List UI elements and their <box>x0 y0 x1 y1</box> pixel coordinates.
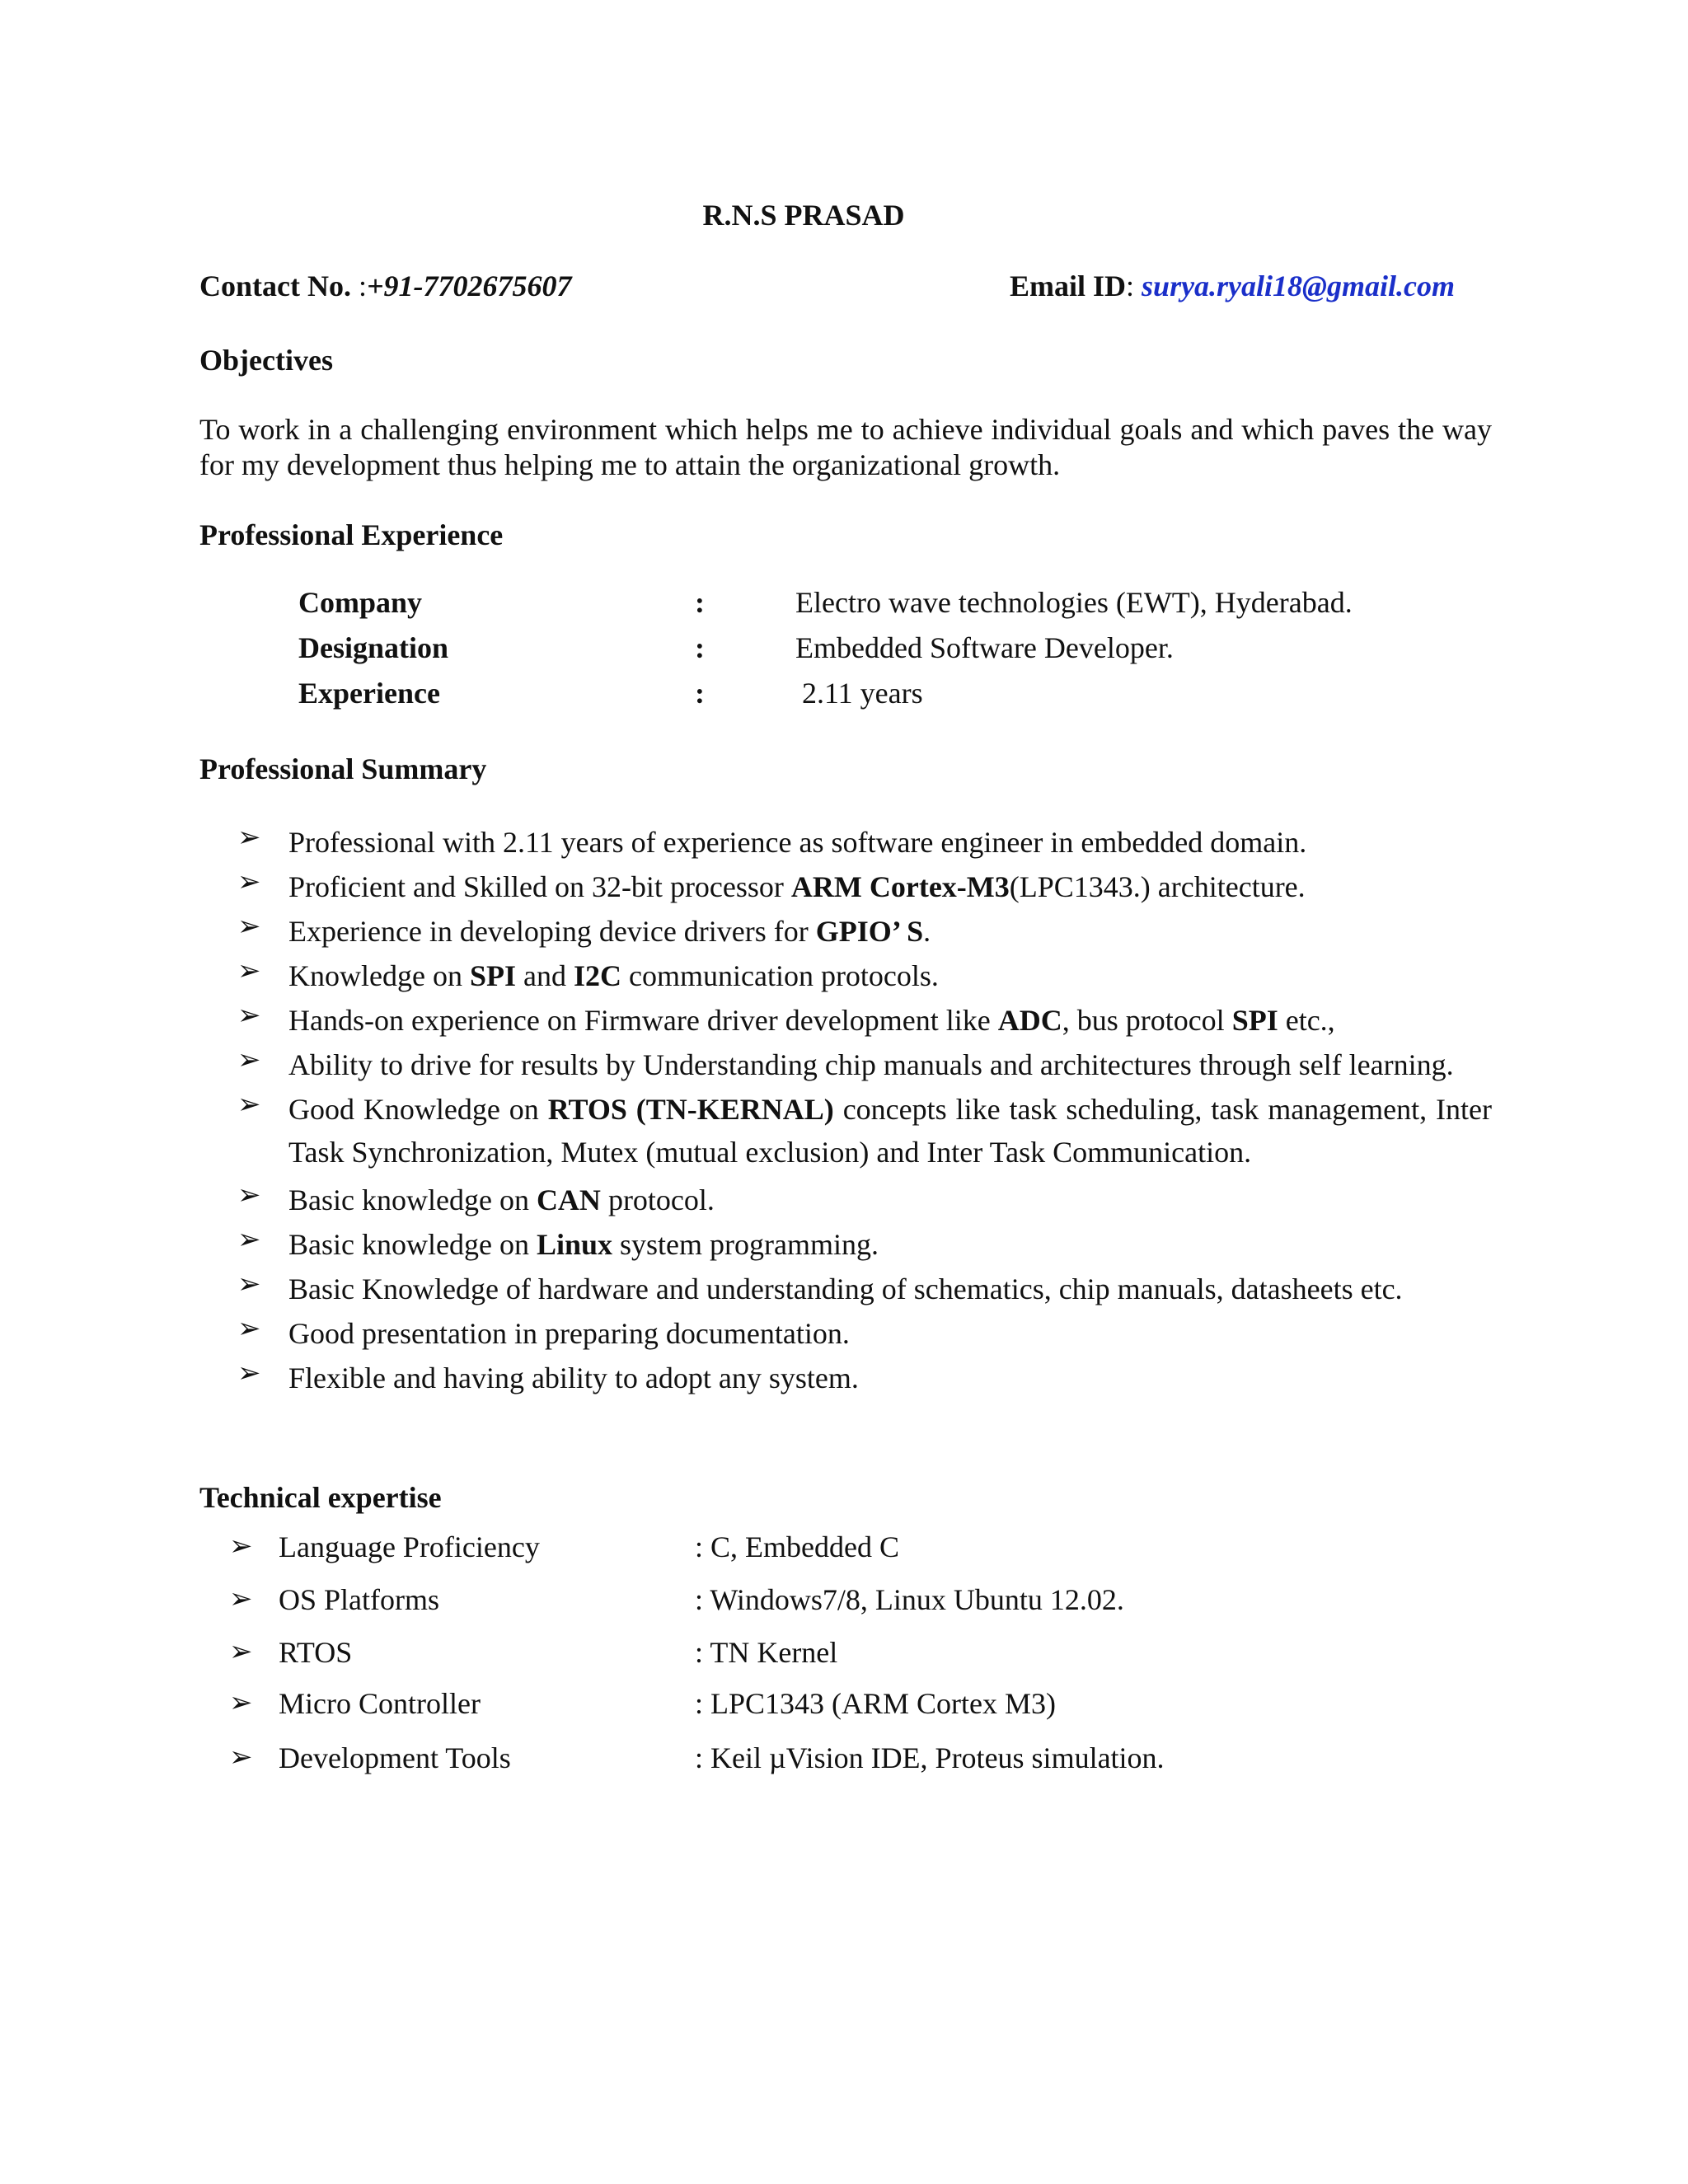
technical-row <box>0 1582 1688 1629</box>
experience-separator: : <box>695 677 705 710</box>
experience-heading: Professional Experience <box>199 518 504 551</box>
summary-item-fragment: protocol. <box>600 1183 715 1216</box>
summary-item-fragment: system programming. <box>612 1228 879 1261</box>
summary-item-text <box>288 999 1492 1042</box>
summary-item-text <box>288 1268 1492 1310</box>
summary-item-text <box>288 865 1492 908</box>
arrow-bullet-icon: ➢ <box>229 1741 253 1774</box>
summary-item-fragment: Professional with 2.11 years of experience as software engineer in embedded domain. <box>288 826 1307 859</box>
summary-item-text <box>288 1223 1492 1266</box>
summary-item-text <box>288 1088 1492 1174</box>
email-label: Email ID <box>1010 269 1127 302</box>
experience-row-designation <box>0 630 1688 673</box>
summary-item-fragment: (LPC1343.) architecture. <box>1009 870 1306 903</box>
summary-item-keyword: I2C <box>573 959 621 992</box>
arrow-bullet-icon: ➢ <box>237 1088 261 1121</box>
arrow-bullet-icon: ➢ <box>229 1635 253 1668</box>
technical-row <box>0 1635 1688 1681</box>
summary-item-text <box>288 954 1492 997</box>
arrow-bullet-icon: ➢ <box>237 999 261 1032</box>
arrow-bullet-icon: ➢ <box>237 954 261 987</box>
summary-item-fragment: Knowledge on <box>288 959 470 992</box>
summary-item-keyword: ADC <box>997 1004 1062 1037</box>
summary-item-fragment: Ability to drive for results by Understanding chip manuals and architectures through self learning. <box>288 1048 1454 1081</box>
technical-row <box>0 1686 1688 1732</box>
technical-key: Micro Controller <box>279 1687 481 1720</box>
arrow-bullet-icon: ➢ <box>237 1312 261 1345</box>
summary-item-keyword: GPIO’ S <box>815 915 924 948</box>
arrow-bullet-icon: ➢ <box>237 1179 261 1212</box>
arrow-bullet-icon: ➢ <box>237 1043 261 1076</box>
summary-item-fragment: communication protocols. <box>621 959 939 992</box>
summary-item-fragment: and <box>516 959 574 992</box>
technical-value: : TN Kernel <box>695 1636 838 1669</box>
technical-value: : C, Embedded C <box>695 1530 899 1563</box>
contact-line <box>199 269 572 303</box>
technical-value: : LPC1343 (ARM Cortex M3) <box>695 1687 1057 1720</box>
summary-item-keyword: CAN <box>536 1183 601 1216</box>
experience-value: Electro wave technologies (EWT), Hyderabad. <box>795 586 1353 619</box>
technical-key: Language Proficiency <box>279 1530 540 1563</box>
summary-item-keyword: RTOS (TN-KERNAL) <box>547 1093 834 1126</box>
arrow-bullet-icon: ➢ <box>237 1268 261 1301</box>
summary-item-fragment: Proficient and Skilled on 32-bit processor <box>288 870 791 903</box>
experience-key: Designation <box>298 631 449 664</box>
summary-item-text <box>288 1312 1492 1355</box>
experience-row-duration <box>0 676 1688 719</box>
technical-row <box>0 1530 1688 1576</box>
summary-item-fragment: Experience in developing device drivers for <box>288 915 816 948</box>
experience-value: 2.11 years <box>802 677 923 710</box>
summary-item-fragment: Hands-on experience on Firmware driver development like <box>288 1004 998 1037</box>
summary-item-fragment: Basic knowledge on <box>288 1183 537 1216</box>
arrow-bullet-icon: ➢ <box>237 910 261 943</box>
experience-separator: : <box>695 586 705 619</box>
summary-heading: Professional Summary <box>199 752 487 785</box>
experience-key: Company <box>298 586 423 619</box>
technical-value: : Keil µVision IDE, Proteus simulation. <box>695 1741 1165 1774</box>
email-separator: : <box>1126 269 1135 302</box>
email-line <box>1010 269 1455 303</box>
arrow-bullet-icon: ➢ <box>237 1357 261 1390</box>
technical-key: RTOS <box>279 1636 353 1669</box>
objectives-heading: Objectives <box>199 344 333 377</box>
summary-item-fragment: Good presentation in preparing documentation. <box>288 1317 850 1350</box>
summary-item-text <box>288 1179 1492 1221</box>
summary-item-fragment: Basic Knowledge of hardware and understanding of schematics, chip manuals, datasheets etc. <box>288 1272 1403 1305</box>
summary-item-fragment: Basic knowledge on <box>288 1228 537 1261</box>
contact-separator: : <box>350 269 367 302</box>
summary-item-fragment: etc., <box>1278 1004 1335 1037</box>
summary-item-keyword: SPI <box>1231 1004 1278 1037</box>
summary-item-fragment: , bus protocol <box>1062 1004 1232 1037</box>
technical-value: : Windows7/8, Linux Ubuntu 12.02. <box>695 1583 1124 1616</box>
technical-heading: Technical expertise <box>199 1481 442 1514</box>
summary-item-fragment: . <box>923 915 931 948</box>
arrow-bullet-icon: ➢ <box>229 1686 253 1719</box>
summary-item-text <box>288 910 1492 953</box>
experience-key: Experience <box>298 677 440 710</box>
experience-row-company <box>0 585 1688 628</box>
arrow-bullet-icon: ➢ <box>229 1530 253 1563</box>
summary-item-keyword: SPI <box>469 959 516 992</box>
summary-item-keyword: Linux <box>536 1228 612 1261</box>
technical-row <box>0 1741 1688 1787</box>
technical-key: Development Tools <box>279 1741 511 1774</box>
technical-key: OS Platforms <box>279 1583 440 1616</box>
arrow-bullet-icon: ➢ <box>237 821 261 854</box>
contact-number: +91-7702675607 <box>367 269 572 302</box>
arrow-bullet-icon: ➢ <box>237 865 261 898</box>
summary-item-text <box>288 1357 1492 1399</box>
summary-item-fragment: concepts like task scheduling, task management, Inter Task Synchronization, Mutex (mutual exclusion) and Inter Task Communication. <box>288 1093 1493 1169</box>
arrow-bullet-icon: ➢ <box>229 1582 253 1615</box>
summary-item-fragment: Good Knowledge on <box>288 1093 548 1126</box>
summary-item-fragment: Flexible and having ability to adopt any system. <box>288 1361 859 1394</box>
email-address-link[interactable]: surya.ryali18@gmail.com <box>1142 269 1455 302</box>
summary-item-text <box>288 821 1492 864</box>
experience-value: Embedded Software Developer. <box>795 631 1174 664</box>
contact-label: Contact No. <box>199 269 351 302</box>
arrow-bullet-icon: ➢ <box>237 1223 261 1256</box>
summary-item-text <box>288 1043 1492 1086</box>
objectives-text: To work in a challenging environment which helps me to achieve individual goals and which paves the way for my development thus helping me to attain the organizational growth. <box>199 413 1492 481</box>
summary-item-keyword: ARM Cortex-M3 <box>790 870 1010 903</box>
candidate-name: R.N.S PRASAD <box>702 199 905 232</box>
experience-separator: : <box>695 631 705 664</box>
